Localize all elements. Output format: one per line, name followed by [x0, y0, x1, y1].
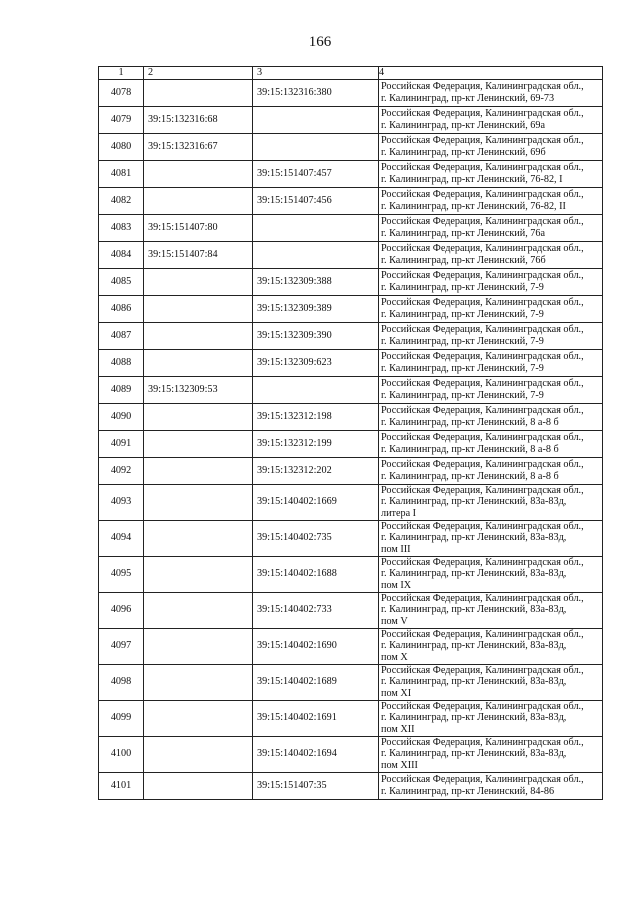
address-line: Российская Федерация, Калининградская обл.,	[381, 520, 584, 532]
land-cadastral-cell: 39:15:132316:67	[144, 133, 253, 160]
address-cell	[379, 160, 603, 187]
row-number-cell: 4080	[99, 133, 144, 160]
land-cadastral-cell	[144, 349, 253, 376]
address-line: г. Калининград, пр-кт Ленинский, 7-9	[381, 362, 544, 374]
address-cell	[379, 322, 603, 349]
address-line: г. Калининград, пр-кт Ленинский, 83а-83д,	[381, 748, 567, 760]
land-cadastral-cell	[144, 484, 253, 520]
address-line: Российская Федерация, Калининградская обл.,	[381, 297, 584, 308]
table-row	[99, 214, 603, 241]
building-cadastral-cell: 39:15:151407:456	[253, 187, 379, 214]
land-cadastral-cell	[144, 736, 253, 772]
table-row	[99, 268, 603, 295]
table-row	[99, 376, 603, 403]
address-line: Российская Федерация, Калининградская обл.,	[381, 162, 584, 173]
row-number-cell: 4090	[99, 403, 144, 430]
address-line: г. Калининград, пр-кт Ленинский, 69б	[381, 146, 546, 158]
address-line: г. Калининград, пр-кт Ленинский, 83а-83д,	[381, 568, 567, 580]
address-line: г. Калининград, пр-кт Ленинский, 84-86	[381, 785, 555, 797]
address-cell	[379, 457, 603, 484]
building-cadastral-cell: 39:15:132309:389	[253, 295, 379, 322]
land-cadastral-cell	[144, 430, 253, 457]
table-row	[99, 295, 603, 322]
address-cell	[379, 241, 603, 268]
row-number-cell: 4091	[99, 430, 144, 457]
table-row	[99, 349, 603, 376]
address-line: г. Калининград, пр-кт Ленинский, 69а	[381, 119, 546, 131]
header-col-4: 4	[379, 67, 603, 80]
land-cadastral-cell: 39:15:132309:53	[144, 376, 253, 403]
address-line: литера I	[381, 507, 417, 519]
land-cadastral-cell	[144, 295, 253, 322]
address-cell	[379, 592, 603, 628]
address-line: г. Калининград, пр-кт Ленинский, 83а-83д,	[381, 712, 567, 724]
table-row	[99, 133, 603, 160]
address-line: г. Калининград, пр-кт Ленинский, 7-9	[381, 335, 544, 347]
address-cell	[379, 484, 603, 520]
address-line: Российская Федерация, Калининградская обл.,	[381, 108, 584, 119]
address-line: Российская Федерация, Калининградская обл.,	[381, 592, 584, 604]
land-cadastral-cell	[144, 187, 253, 214]
address-line: Российская Федерация, Калининградская обл.,	[381, 736, 584, 748]
table-row	[99, 556, 603, 592]
land-cadastral-cell: 39:15:151407:80	[144, 214, 253, 241]
row-number-cell: 4085	[99, 268, 144, 295]
land-cadastral-cell	[144, 457, 253, 484]
address-cell	[379, 520, 603, 556]
address-line: Российская Федерация, Калининградская обл.,	[381, 459, 584, 470]
building-cadastral-cell	[253, 241, 379, 268]
table-row	[99, 106, 603, 133]
address-line: Российская Федерация, Калининградская обл.,	[381, 243, 584, 254]
land-cadastral-cell	[144, 79, 253, 106]
row-number-cell: 4094	[99, 520, 144, 556]
row-number-cell: 4081	[99, 160, 144, 187]
row-number-cell: 4084	[99, 241, 144, 268]
row-number-cell: 4093	[99, 484, 144, 520]
address-line: Российская Федерация, Калининградская обл.,	[381, 216, 584, 227]
address-line: г. Калининград, пр-кт Ленинский, 76а	[381, 227, 546, 239]
address-cell	[379, 736, 603, 772]
row-number-cell: 4082	[99, 187, 144, 214]
land-cadastral-cell	[144, 592, 253, 628]
table-header-row	[99, 67, 603, 80]
building-cadastral-cell: 39:15:140402:1690	[253, 628, 379, 664]
row-number-cell: 4086	[99, 295, 144, 322]
address-line: пом X	[381, 651, 408, 663]
address-line: г. Калининград, пр-кт Ленинский, 76-82, I	[381, 173, 563, 185]
address-line: г. Калининград, пр-кт Ленинский, 83а-83д,	[381, 604, 567, 616]
building-cadastral-cell: 39:15:132312:202	[253, 457, 379, 484]
address-line: Российская Федерация, Калининградская обл.,	[381, 484, 584, 496]
address-line: пом XII	[381, 723, 415, 735]
building-cadastral-cell	[253, 376, 379, 403]
table-row	[99, 772, 603, 799]
row-number-cell: 4083	[99, 214, 144, 241]
address-line: Российская Федерация, Калининградская обл.,	[381, 700, 584, 712]
building-cadastral-cell: 39:15:140402:733	[253, 592, 379, 628]
address-cell	[379, 268, 603, 295]
row-number-cell: 4096	[99, 592, 144, 628]
land-cadastral-cell	[144, 520, 253, 556]
address-line: Российская Федерация, Калининградская обл.,	[381, 270, 584, 281]
header-col-1: 1	[99, 67, 144, 80]
building-cadastral-cell: 39:15:132312:198	[253, 403, 379, 430]
row-number-cell: 4079	[99, 106, 144, 133]
building-cadastral-cell: 39:15:140402:1688	[253, 556, 379, 592]
address-cell	[379, 664, 603, 700]
land-cadastral-cell	[144, 268, 253, 295]
address-cell	[379, 772, 603, 799]
address-line: г. Калининград, пр-кт Ленинский, 69-73	[381, 92, 555, 104]
address-cell	[379, 556, 603, 592]
building-cadastral-cell	[253, 133, 379, 160]
address-line: Российская Федерация, Калининградская обл.,	[381, 189, 584, 200]
address-line: Российская Федерация, Калининградская обл.,	[381, 774, 584, 785]
address-line: г. Калининград, пр-кт Ленинский, 83а-83д,	[381, 676, 567, 688]
address-cell	[379, 403, 603, 430]
building-cadastral-cell: 39:15:132312:199	[253, 430, 379, 457]
address-line: пом III	[381, 543, 411, 555]
table-row	[99, 403, 603, 430]
building-cadastral-cell: 39:15:140402:735	[253, 520, 379, 556]
address-cell	[379, 214, 603, 241]
address-cell	[379, 133, 603, 160]
row-number-cell: 4101	[99, 772, 144, 799]
table-row	[99, 322, 603, 349]
address-cell	[379, 349, 603, 376]
address-line: Российская Федерация, Калининградская обл.,	[381, 81, 584, 92]
address-line: Российская Федерация, Калининградская обл.,	[381, 378, 584, 389]
header-col-2: 2	[144, 67, 253, 80]
table-row	[99, 592, 603, 628]
address-line: пом XI	[381, 687, 412, 699]
address-line: г. Калининград, пр-кт Ленинский, 76б	[381, 254, 546, 266]
address-line: Российская Федерация, Калининградская обл.,	[381, 664, 584, 676]
table-row	[99, 736, 603, 772]
building-cadastral-cell: 39:15:132309:623	[253, 349, 379, 376]
page-number: 166	[308, 34, 332, 50]
address-cell	[379, 376, 603, 403]
row-number-cell: 4078	[99, 79, 144, 106]
address-line: пом XIII	[381, 759, 418, 771]
land-cadastral-cell	[144, 160, 253, 187]
land-cadastral-cell	[144, 556, 253, 592]
row-number-cell: 4089	[99, 376, 144, 403]
building-cadastral-cell: 39:15:140402:1669	[253, 484, 379, 520]
address-line: г. Калининград, пр-кт Ленинский, 83а-83д,	[381, 532, 567, 544]
table-row	[99, 457, 603, 484]
land-cadastral-cell	[144, 772, 253, 799]
address-cell	[379, 106, 603, 133]
address-line: г. Калининград, пр-кт Ленинский, 8 а-8 б	[381, 470, 559, 482]
building-cadastral-cell: 39:15:140402:1694	[253, 736, 379, 772]
row-number-cell: 4087	[99, 322, 144, 349]
table-row	[99, 187, 603, 214]
land-cadastral-cell	[144, 322, 253, 349]
building-cadastral-cell: 39:15:132309:390	[253, 322, 379, 349]
address-cell	[379, 295, 603, 322]
building-cadastral-cell: 39:15:151407:35	[253, 772, 379, 799]
row-number-cell: 4088	[99, 349, 144, 376]
row-number-cell: 4099	[99, 700, 144, 736]
address-line: Российская Федерация, Калининградская обл.,	[381, 556, 584, 568]
building-cadastral-cell: 39:15:132309:388	[253, 268, 379, 295]
table-row	[99, 241, 603, 268]
address-line: г. Калининград, пр-кт Ленинский, 83а-83д,	[381, 496, 567, 508]
table-row	[99, 484, 603, 520]
table-row	[99, 520, 603, 556]
address-line: пом IX	[381, 579, 412, 591]
address-cell	[379, 187, 603, 214]
land-cadastral-cell	[144, 403, 253, 430]
address-line: г. Калининград, пр-кт Ленинский, 83а-83д,	[381, 640, 567, 652]
address-line: г. Калининград, пр-кт Ленинский, 8 а-8 б	[381, 443, 559, 455]
property-table	[98, 66, 603, 800]
address-line: Российская Федерация, Калининградская обл.,	[381, 628, 584, 640]
table-row	[99, 79, 603, 106]
address-line: г. Калининград, пр-кт Ленинский, 7-9	[381, 389, 544, 401]
land-cadastral-cell	[144, 700, 253, 736]
row-number-cell: 4100	[99, 736, 144, 772]
table-row	[99, 160, 603, 187]
header-col-3: 3	[253, 67, 379, 80]
building-cadastral-cell: 39:15:140402:1691	[253, 700, 379, 736]
address-line: г. Калининград, пр-кт Ленинский, 8 а-8 б	[381, 416, 559, 428]
table-row	[99, 430, 603, 457]
address-line: Российская Федерация, Калининградская обл.,	[381, 405, 584, 416]
row-number-cell: 4095	[99, 556, 144, 592]
address-line: пом V	[381, 615, 408, 627]
row-number-cell: 4098	[99, 664, 144, 700]
land-cadastral-cell: 39:15:151407:84	[144, 241, 253, 268]
row-number-cell: 4092	[99, 457, 144, 484]
building-cadastral-cell	[253, 214, 379, 241]
address-line: г. Калининград, пр-кт Ленинский, 7-9	[381, 308, 544, 320]
address-line: Российская Федерация, Калининградская обл.,	[381, 432, 584, 443]
row-number-cell: 4097	[99, 628, 144, 664]
building-cadastral-cell: 39:15:132316:380	[253, 79, 379, 106]
land-cadastral-cell	[144, 664, 253, 700]
address-cell	[379, 700, 603, 736]
address-line: Российская Федерация, Калининградская обл.,	[381, 324, 584, 335]
address-line: г. Калининград, пр-кт Ленинский, 76-82, II	[381, 200, 566, 212]
address-cell	[379, 430, 603, 457]
land-cadastral-cell: 39:15:132316:68	[144, 106, 253, 133]
table-body	[99, 79, 603, 799]
address-line: Российская Федерация, Калининградская обл.,	[381, 135, 584, 146]
building-cadastral-cell: 39:15:140402:1689	[253, 664, 379, 700]
address-line: Российская Федерация, Калининградская обл.,	[381, 351, 584, 362]
table-row	[99, 700, 603, 736]
address-cell	[379, 628, 603, 664]
address-line: г. Калининград, пр-кт Ленинский, 7-9	[381, 281, 544, 293]
building-cadastral-cell	[253, 106, 379, 133]
table-row	[99, 628, 603, 664]
building-cadastral-cell: 39:15:151407:457	[253, 160, 379, 187]
address-cell	[379, 79, 603, 106]
land-cadastral-cell	[144, 628, 253, 664]
table-row	[99, 664, 603, 700]
